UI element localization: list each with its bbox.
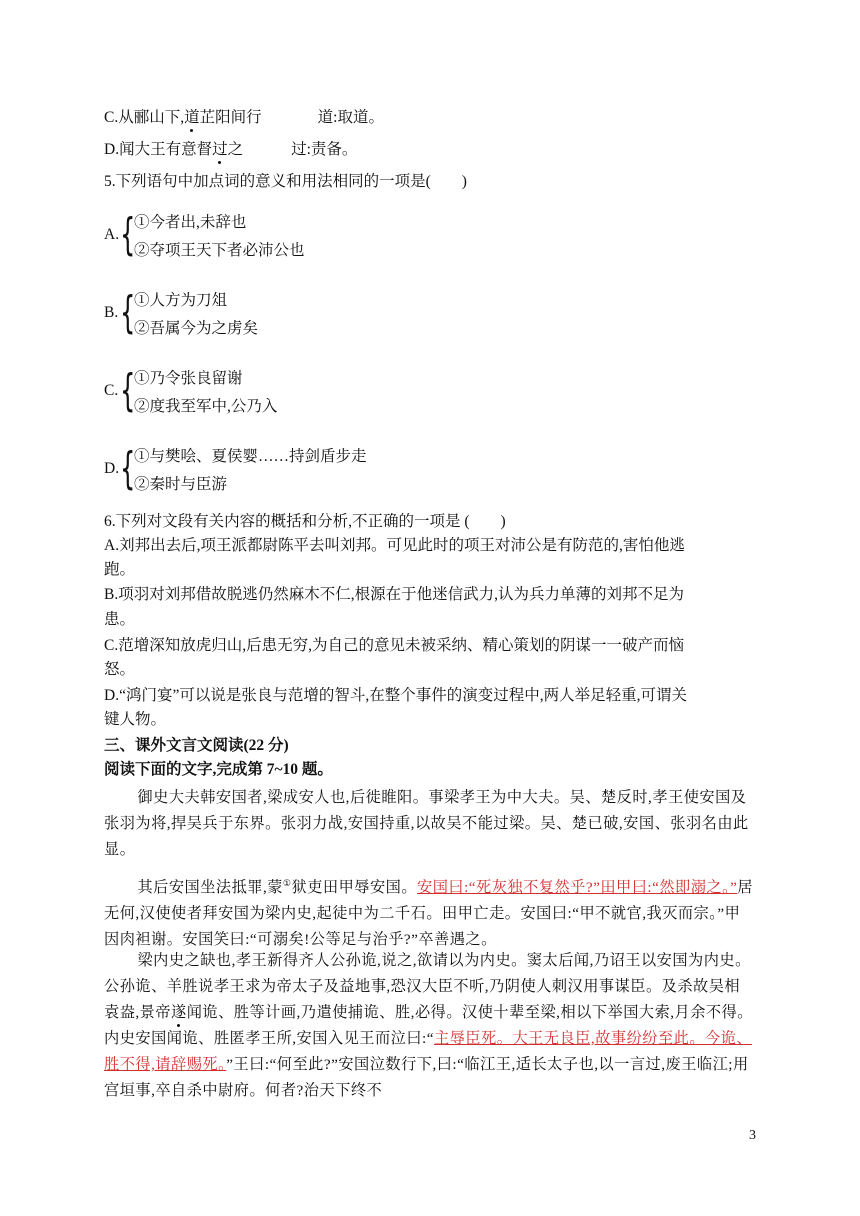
passage-paragraph-3: 梁内史之缺也,孝王新得齐人公孙诡,说之,欲请以为内史。窦太后闻,乃诏王以安国为内史。公孙诡、羊胜说孝王求为帝太子及益地事,恐汉大臣不听,乃阴使人刺汉用事谋臣。及杀故吴相袁盎,景帝遂闻诡、胜等计画,乃遣使捕诡、胜,必得。汉使十辈至梁,相以下举国大索,月余不得。内史安国闻诡、胜匿孝王所,安国入见王而泣曰:“主辱臣死。大王无良臣,故事纷纷至此。今诡、胜不得,请辞赐死。”王曰:“何至此?”安国泣数行下,曰:“临江王,适长太子也,以一言过,废王临江;用宫垣事,卒自杀中尉府。何者?治天下终不 — [104, 952, 753, 1099]
option-label: C. — [104, 109, 119, 126]
brace-icon: { — [120, 287, 136, 338]
passage-paragraph-2: 其后安国坐法抵罪,蒙①狱吏田甲辱安国。安国曰:“死灰独不复然乎?”田甲曰:“然即溺之。”居无何,汉使使者拜安国为梁内史,起徒中为二千石。田甲亡走。安国曰:“甲不就官,我灭而宗。”甲因肉袒谢。安国笑曰:“可溺矣!公等足与治乎?”卒善遇之。 — [104, 878, 754, 949]
question-5-stem: 5.下列语句中加点词的意义和用法相同的一项是( ) — [104, 173, 467, 190]
brace-icon: { — [120, 209, 136, 260]
highlighted-sentence: 安国曰:“死灰独不复然乎?”田甲曰:“然即溺之。” — [417, 879, 738, 897]
dotted-word: 过 — [212, 141, 228, 158]
section-3-heading: 三、课外文言文阅读(22 分) — [104, 737, 289, 754]
brace-icon: { — [120, 443, 136, 494]
option-d-line: D.闻大王有意督过之 过:责备。 — [104, 141, 358, 158]
dotted-word: 遂 — [171, 1004, 187, 1021]
question-6-stem: 6.下列对文段有关内容的概括和分析,不正确的一项是 ( ) — [104, 513, 506, 530]
gloss: 过:责备。 — [291, 141, 358, 158]
option-c-line: C.从郦山下,道芷阳间行 道:取道。 — [104, 109, 384, 126]
option-label: D. — [104, 141, 120, 158]
gloss: 道:取道。 — [317, 109, 384, 126]
section-3-instructions: 阅读下面的文字,完成第 7~10 题。 — [104, 761, 333, 778]
passage-paragraph-1: 御史大夫韩安国者,梁成安人也,后徙睢阳。事梁孝王为中大夫。吴、楚反时,孝王使安国及张羽为将,捍吴兵于东界。张羽力战,安国持重,以故吴不能过梁。吴、楚已破,安国、张羽名由此显。 — [104, 789, 749, 858]
q6-option-c: C.范增深知放虎归山,后患无穷,为自己的意见未被采纳、精心策划的阴谋一一破产而恼 — [104, 637, 684, 654]
dotted-word: 道 — [184, 109, 200, 126]
q6-option-b: B.项羽对刘邦借故脱逃仍然麻木不仁,根源在于他迷信武力,认为兵力单薄的刘邦不足为 — [104, 586, 684, 603]
document-page: C.从郦山下,道芷阳间行 道:取道。 D.闻大王有意督过之 过:责备。 5.下列语句中加点词的意义和用法相同的一项是( ) A. { ①今者出,未辞也 ②夺项王天下者必沛公也 B. { ①人方为刀俎 ②吾属今为之虏矣 C. { ①乃令张良留谢 ②度我至军中,公乃入 D. { ①与樊哙、夏侯婴……持剑盾步走 ②秦时与臣游 6.下列对文段有关内容的概括和分析,不正确的一项是 ( ) A.刘邦出去后,项王派都尉陈平去叫刘邦。可见此时的项王对沛公是有防范的,害怕他逃 跑。 B.项羽对刘邦借故脱逃仍然麻木不仁,根源在于他迷信武力,认为兵力单薄的刘邦不足为 患。 C.范增深知放虎归山,后患无穷,为自己的意见未被采纳、精心策划的阴谋一一破产而恼 怒。 D.“鸿门宴”可以说是张良与范增的智斗,在整个事件的演变过程中,两人举足轻重,可谓关 键人物。 三、课外文言文阅读(22 分) 阅读下面的文字,完成第 7~10 题。 御史大夫韩安国者,梁成安人也,后徙睢阳。事梁孝王为中大夫。吴、楚反时,孝王使安国及张羽为将,捍吴兵于东界。张羽力战,安国持重,以故吴不能过梁。吴、楚已破,安国、张羽名由此显。 其后安国坐法抵罪,蒙①狱吏田甲辱安国。安国曰:“死灰独不复然乎?”田甲曰:“然即溺之。”居无何,汉使使者拜安国为梁内史,起徒中为二千石。田甲亡走。安国曰:“甲不就官,我灭而宗。”甲因肉袒谢。安国笑曰:“可溺矣!公等足与治乎?”卒善遇之。 梁内史之缺也,孝王新得齐人公孙诡,说之,欲请以为内史。窦太后闻,乃诏王以安国为内史。公孙诡、羊胜说孝王求为帝太子及益地事,恐汉大臣不听,乃阴使人刺汉用事谋臣。及杀故吴相袁盎,景帝遂闻诡、胜等计画,乃遣使捕诡、胜,必得。汉使十辈至梁,相以下举国大索,月余不得。内史安国闻诡、胜匿孝王所,安国入见王而泣曰:“主辱臣死。大王无良臣,故事纷纷至此。今诡、胜不得,请辞赐死。”王曰:“何至此?”安国泣数行下,曰:“临江王,适长太子也,以一言过,废王临江;用宫垣事,卒自杀中尉府。何者?治天下终不 3 — [0, 0, 860, 1216]
page-number: 3 — [749, 1128, 756, 1143]
q6-option-a: A.刘邦出去后,项王派都尉陈平去叫刘邦。可见此时的项王对沛公是有防范的,害怕他逃 — [104, 537, 685, 554]
highlighted-sentence: 主辱臣死。大王无良臣,故事纷纷至此。今诡、胜不得,请辞赐死。 — [104, 1030, 753, 1073]
q6-option-d: D.“鸿门宴”可以说是张良与范增的智斗,在整个事件的演变过程中,两人举足轻重,可谓关 — [104, 687, 687, 704]
brace-icon: { — [120, 365, 136, 416]
footnote-marker: ① — [282, 878, 292, 888]
